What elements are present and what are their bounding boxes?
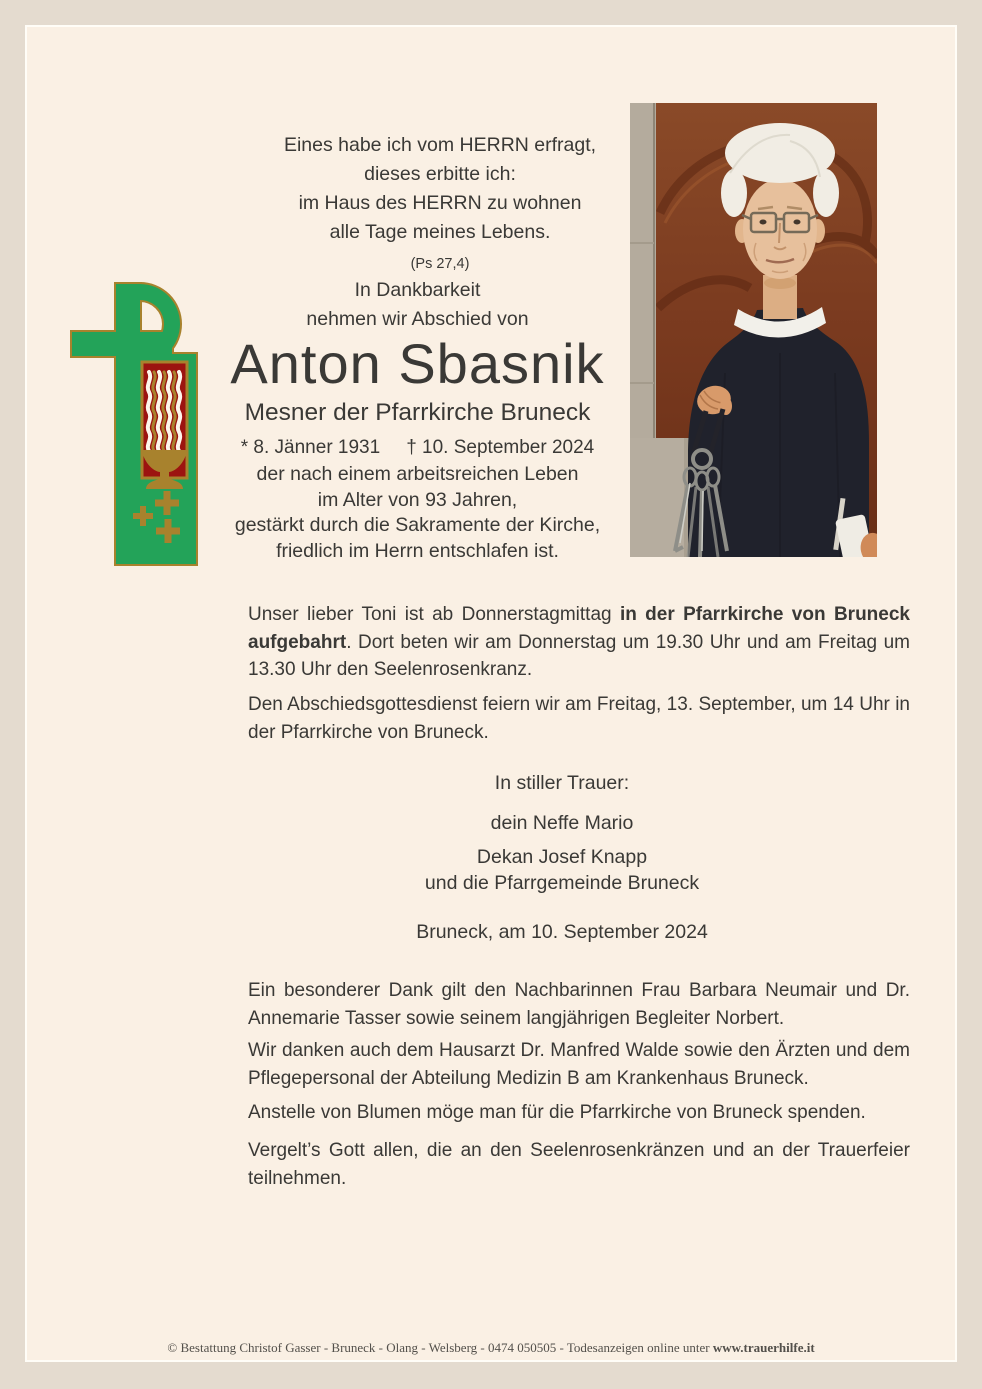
wake-announcement: Unser lieber Toni ist ab Donnerstagmittag in der Pfarrkirche von Bruneck aufgebahrt. Dort beten wir am Donnerstag um 19.30 Uhr und am Freitag um 13.30 Uhr den Seelenrosenkranz. [248, 604, 910, 680]
death-date: † 10. September 2024 [406, 437, 595, 458]
portrait-photo [630, 103, 877, 557]
place-dateline: Bruneck, am 10. September 2024 [416, 921, 708, 943]
footer-text: © Bestattung Christof Gasser - Bruneck - Olang - Welsberg - 0474 050505 - Todesanzeigen online unter [167, 1340, 713, 1355]
obituary-line: im Alter von 93 Jahren, [317, 488, 518, 511]
obituary-line: der nach einem arbeitsreichen Leben [256, 463, 579, 485]
quote-line: dieses erbitte ich: [364, 163, 516, 185]
psalm-quote [230, 131, 650, 279]
donation-request: Anstelle von Blumen möge man für die Pfarrkirche von Bruneck spenden. [248, 1102, 866, 1123]
quote-reference: (Ps 27,4) [410, 256, 470, 272]
thanks-neighbors: Ein besonderer Dank gilt den Nachbarinnen Frau Barbara Neumair und Dr. Annemarie Tasser sowie seinem langjährigen Begleiter Norbert. [248, 980, 910, 1029]
obituary-lines [205, 462, 630, 564]
mourning-heading: In stiller Trauer: [494, 772, 630, 794]
birth-date: * 8. Jänner 1931 [240, 437, 381, 458]
deceased-role: Mesner der Pfarrkirche Bruneck [244, 399, 591, 426]
quote-line: Eines habe ich vom HERRN erfragt, [283, 134, 597, 156]
deceased-name: Anton Sbasnik [230, 332, 605, 395]
obituary-line: gestärkt durch die Sakramente der Kirche, [234, 514, 601, 536]
funeral-service-announcement: Den Abschiedsgottesdienst feiern wir am Freitag, 13. September, um 14 Uhr in der Pfarrkirche von Bruneck. [248, 694, 910, 743]
quote-line: im Haus des HERRN zu wohnen [298, 192, 582, 214]
funeral-home-footer [27, 1340, 955, 1356]
chi-rho-chalice-icon [70, 278, 198, 570]
mourners-parish: Dekan Josef Knapp und die Pfarrgemeinde Bruneck [424, 846, 700, 894]
intro-line: In Dankbarkeit [354, 279, 481, 301]
quote-line: alle Tage meines Lebens. [329, 221, 551, 243]
trauerhilfe-link[interactable]: www.trauerhilfe.it [712, 1340, 815, 1355]
thanks-doctors: Wir danken auch dem Hausarzt Dr. Manfred Walde sowie den Ärzten und dem Pflegepersonal der Abteilung Medizin B am Krankenhaus Bruneck. [248, 1040, 910, 1089]
memorial-card [25, 25, 957, 1362]
farewell-intro [205, 276, 630, 333]
intro-line: nehmen wir Abschied von [306, 307, 529, 330]
gratitude-note: Vergelt’s Gott allen, die an den Seelenrosenkränzen und an der Trauerfeier teilnehmen. [248, 1140, 910, 1189]
obituary-line: friedlich im Herrn entschlafen ist. [276, 539, 559, 562]
birth-death-dates [205, 437, 630, 459]
mourner-nephew: dein Neffe Mario [490, 812, 634, 834]
